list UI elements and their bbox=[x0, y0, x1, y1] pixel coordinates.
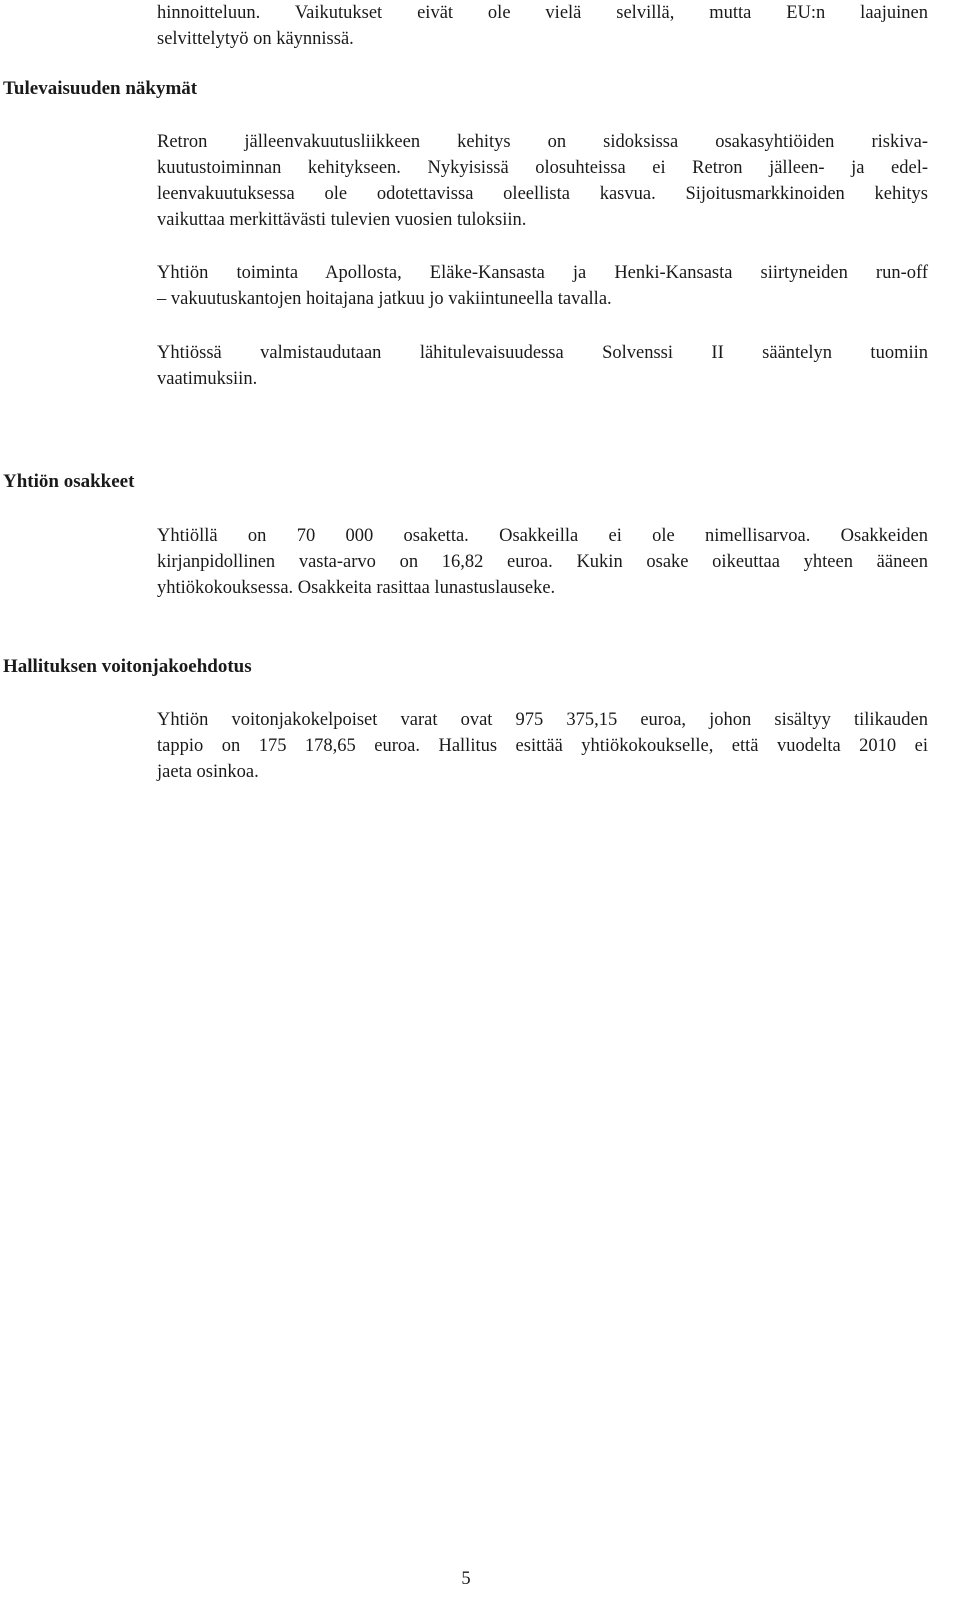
future-p3-line-2: vaatimuksiin. bbox=[157, 369, 258, 389]
future-p2-line-2: – vakuutuskantojen hoitajana jatkuu jo vakiintuneella tavalla. bbox=[157, 289, 612, 309]
future-paragraph-1 bbox=[157, 129, 928, 233]
intro-paragraph bbox=[157, 0, 928, 52]
heading-dividend-proposal: Hallituksen voitonjakoehdotus bbox=[3, 656, 252, 677]
shares-line-2: kirjanpidollinen vasta-arvo on 16,82 euroa. Kukin osake oikeuttaa yhteen ääneen bbox=[157, 552, 928, 572]
future-paragraph-3 bbox=[157, 340, 928, 392]
heading-future-outlook: Tulevaisuuden näkymät bbox=[3, 78, 198, 99]
dividend-line-1: Yhtiön voitonjakokelpoiset varat ovat 975 375,15 euroa, johon sisältyy tilikauden bbox=[157, 710, 928, 730]
dividend-line-3: jaeta osinkoa. bbox=[157, 762, 259, 782]
page-number: 5 bbox=[461, 1569, 471, 1589]
future-p2-line-1: Yhtiön toiminta Apollosta, Eläke-Kansasta ja Henki-Kansasta siirtyneiden run-off bbox=[157, 263, 928, 283]
dividend-paragraph bbox=[157, 707, 928, 785]
dividend-line-2: tappio on 175 178,65 euroa. Hallitus esittää yhtiökokoukselle, että vuodelta 2010 ei bbox=[157, 736, 928, 756]
intro-line-1: hinnoitteluun. Vaikutukset eivät ole vielä selvillä, mutta EU:n laajuinen bbox=[157, 3, 928, 23]
future-paragraph-2 bbox=[157, 260, 928, 312]
future-p1-line-2: kuutustoiminnan kehitykseen. Nykyisissä olosuhteissa ei Retron jälleen- ja edel- bbox=[157, 158, 928, 178]
future-p1-line-3: leenvakuutuksessa ole odotettavissa oleellista kasvua. Sijoitusmarkkinoiden kehitys bbox=[157, 184, 928, 204]
heading-company-shares: Yhtiön osakkeet bbox=[3, 471, 135, 492]
future-p1-line-4: vaikuttaa merkittävästi tulevien vuosien tuloksiin. bbox=[157, 210, 527, 230]
intro-line-2: selvittelytyö on käynnissä. bbox=[157, 29, 354, 49]
future-p1-line-1: Retron jälleenvakuutusliikkeen kehitys on sidoksissa osakasyhtiöiden riskiva- bbox=[157, 132, 928, 152]
shares-line-3: yhtiökokouksessa. Osakkeita rasittaa lunastuslauseke. bbox=[157, 578, 556, 598]
shares-line-1: Yhtiöllä on 70 000 osaketta. Osakkeilla ei ole nimellisarvoa. Osakkeiden bbox=[157, 526, 928, 546]
future-p3-line-1: Yhtiössä valmistaudutaan lähitulevaisuudessa Solvenssi II sääntelyn tuomiin bbox=[157, 343, 928, 363]
shares-paragraph bbox=[157, 523, 928, 601]
